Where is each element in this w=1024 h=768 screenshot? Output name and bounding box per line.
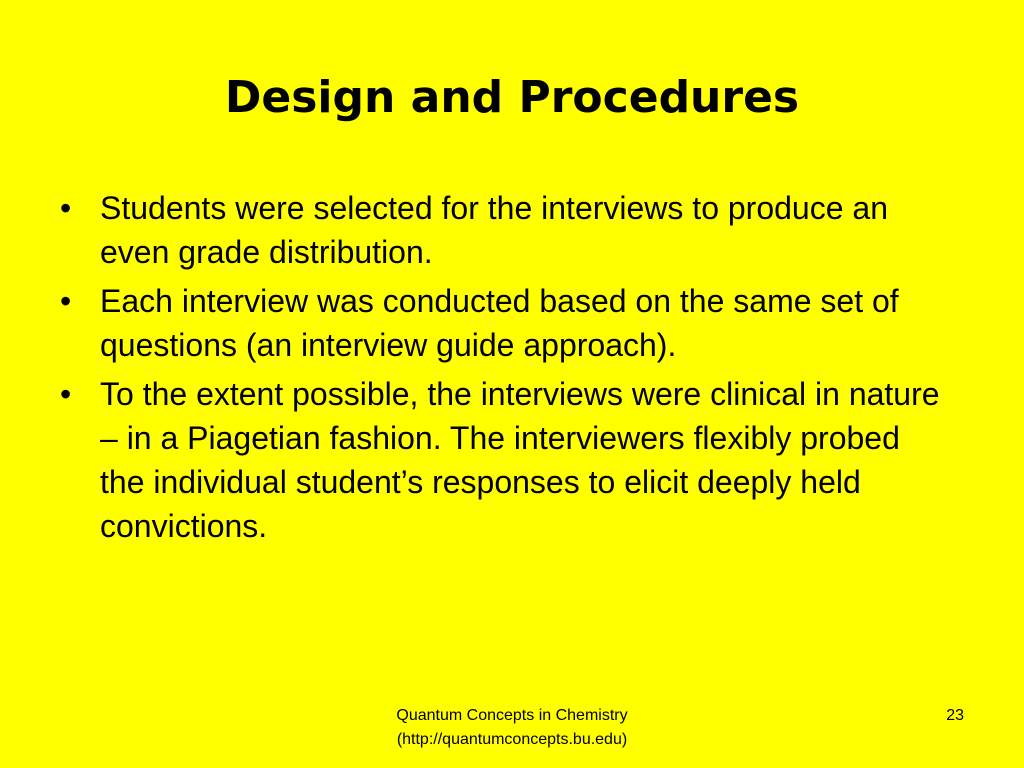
list-item bbox=[60, 372, 940, 548]
footer-course-title: Quantum Concepts in Chemistry bbox=[396, 707, 628, 724]
footer-url: (http://quantumconcepts.bu.edu) bbox=[396, 731, 628, 748]
bullet-text: To the extent possible, the interviews were clinical in nature – in a Piagetian fashion. The interviewers flexibly probed the individual student’s responses to elicit deeply held convictions. bbox=[100, 376, 940, 544]
bullet-marker: • bbox=[60, 376, 72, 412]
bullet-text: Students were selected for the interviews to produce an even grade distribution. bbox=[100, 190, 888, 270]
slide-title: Design and Procedures bbox=[224, 72, 800, 123]
page-number: 23 bbox=[946, 707, 964, 724]
bullet-marker: • bbox=[60, 190, 72, 226]
list-item bbox=[60, 186, 940, 274]
bullet-text: Each interview was conducted based on the same set of questions (an interview guide approach). bbox=[100, 283, 899, 363]
bullet-marker: • bbox=[60, 283, 72, 319]
footer bbox=[312, 704, 712, 752]
list-item bbox=[60, 279, 940, 367]
bullet-list bbox=[60, 186, 940, 553]
